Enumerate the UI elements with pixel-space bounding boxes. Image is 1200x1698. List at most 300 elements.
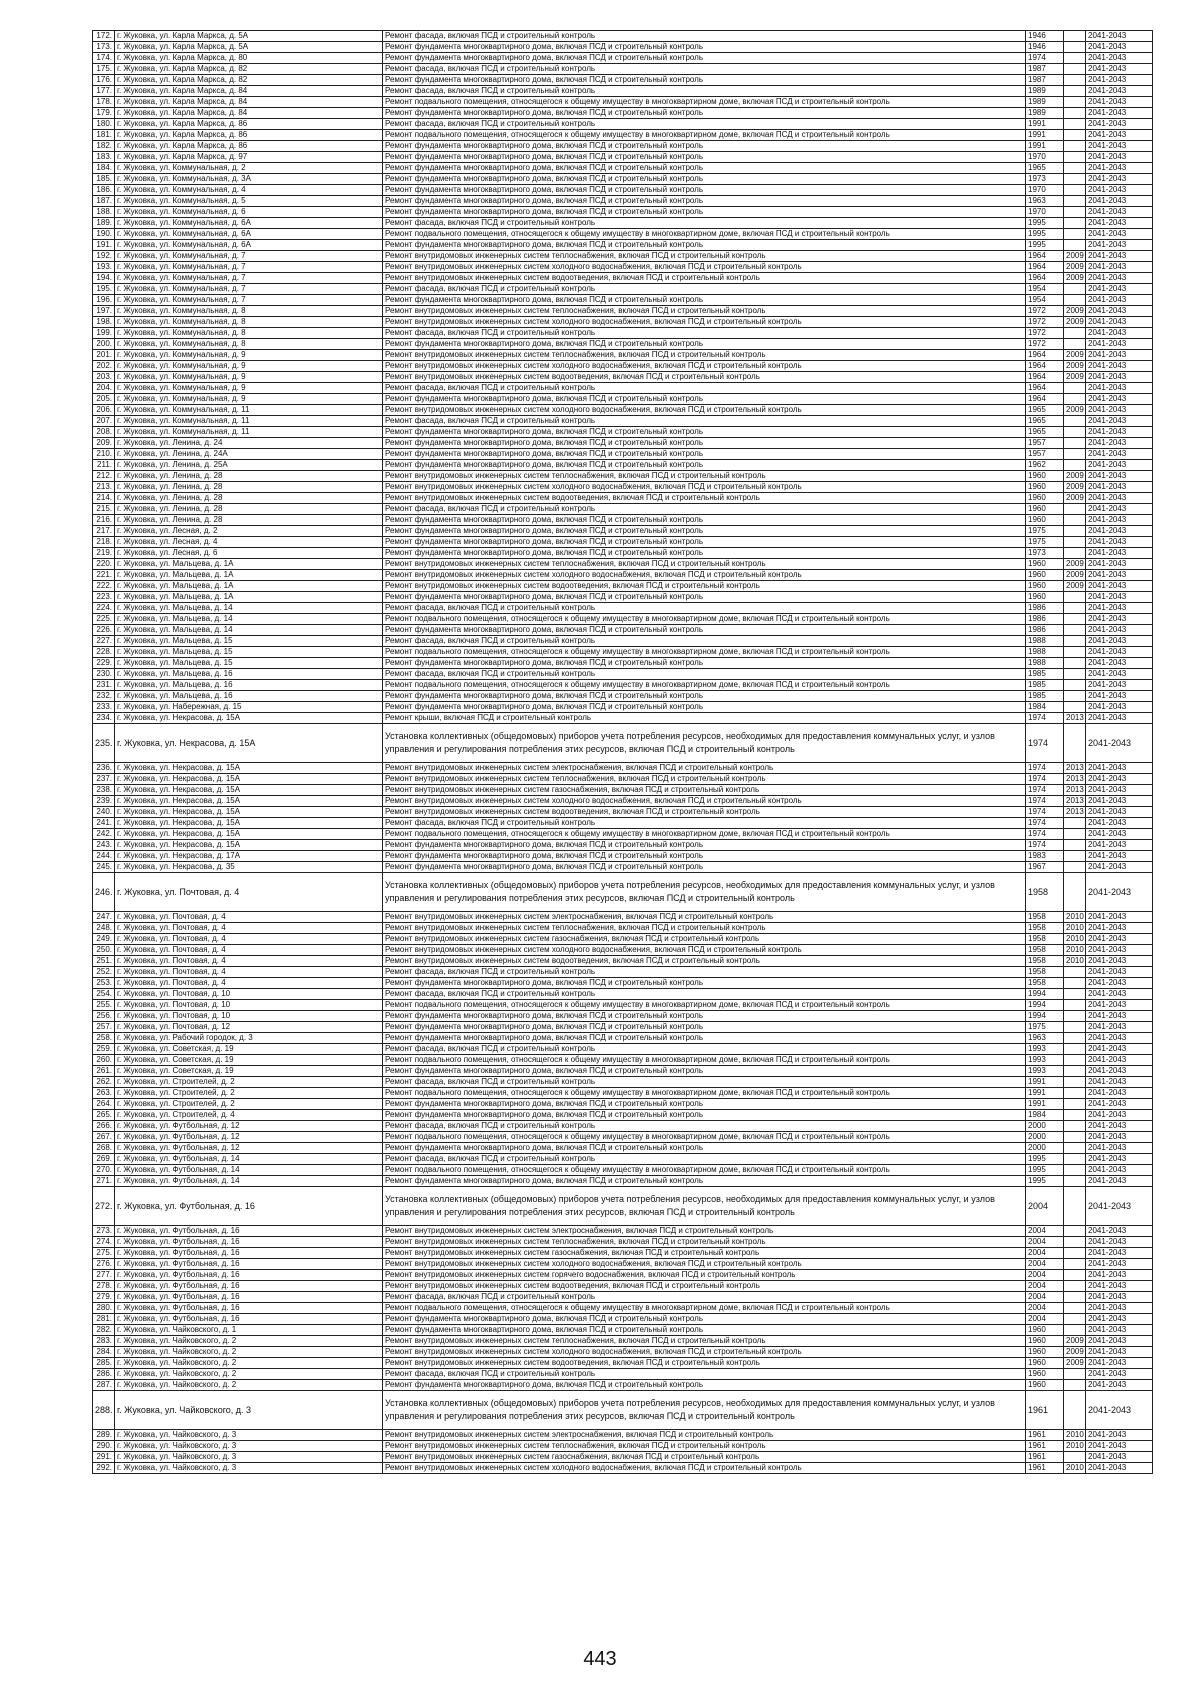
address-cell: г. Жуковка, ул. Мальцева, д. 16 bbox=[115, 680, 383, 691]
row-number: 234. bbox=[93, 713, 115, 724]
planned-period-cell: 2041-2043 bbox=[1086, 934, 1153, 945]
work-type-cell: Ремонт подвального помещения, относящегося к общему имуществу в многоквартирном доме, включая ПСД и строительный контроль bbox=[383, 829, 1026, 840]
address-cell: г. Жуковка, ул. Коммунальная, д. 7 bbox=[115, 251, 383, 262]
work-type-cell: Ремонт фасада, включая ПСД и строительный контроль bbox=[383, 1077, 1026, 1088]
row-number: 266. bbox=[93, 1121, 115, 1132]
planned-period-cell: 2041-2043 bbox=[1086, 829, 1153, 840]
address-cell: г. Жуковка, ул. Чайковского, д. 2 bbox=[115, 1347, 383, 1358]
last-repair-year-cell: 2013 bbox=[1064, 785, 1086, 796]
row-number: 239. bbox=[93, 796, 115, 807]
address-cell: г. Жуковка, ул. Рабочий городок, д. 3 bbox=[115, 1033, 383, 1044]
planned-period-cell: 2041-2043 bbox=[1086, 945, 1153, 956]
table-row bbox=[93, 989, 1153, 1000]
table-row bbox=[93, 339, 1153, 350]
work-type-cell: Ремонт фундамента многоквартирного дома, включая ПСД и строительный контроль bbox=[383, 1380, 1026, 1391]
address-cell: г. Жуковка, ул. Чайковского, д. 3 bbox=[115, 1463, 383, 1474]
work-type-cell: Ремонт фасада, включая ПСД и строительный контроль bbox=[383, 603, 1026, 614]
row-number: 271. bbox=[93, 1176, 115, 1187]
row-number: 219. bbox=[93, 548, 115, 559]
last-repair-year-cell bbox=[1064, 295, 1086, 306]
work-type-cell: Ремонт внутридомовых инженерных систем газоснабжения, включая ПСД и строительный контроль bbox=[383, 934, 1026, 945]
table-row bbox=[93, 273, 1153, 284]
work-type-cell: Ремонт фундамента многоквартирного дома, включая ПСД и строительный контроль bbox=[383, 1110, 1026, 1121]
last-repair-year-cell bbox=[1064, 64, 1086, 75]
work-type-cell: Ремонт фундамента многоквартирного дома, включая ПСД и строительный контроль bbox=[383, 108, 1026, 119]
last-repair-year-cell bbox=[1064, 1132, 1086, 1143]
address-cell: г. Жуковка, ул. Ленина, д. 28 bbox=[115, 504, 383, 515]
last-repair-year-cell: 2009 bbox=[1064, 493, 1086, 504]
planned-period-cell: 2041-2043 bbox=[1086, 1347, 1153, 1358]
planned-period-cell: 2041-2043 bbox=[1086, 702, 1153, 713]
build-year-cell: 1961 bbox=[1026, 1452, 1064, 1463]
build-year-cell: 1985 bbox=[1026, 669, 1064, 680]
build-year-cell: 1972 bbox=[1026, 317, 1064, 328]
work-type-cell: Ремонт подвального помещения, относящегося к общему имуществу в многоквартирном доме, включая ПСД и строительный контроль bbox=[383, 1055, 1026, 1066]
planned-period-cell: 2041-2043 bbox=[1086, 680, 1153, 691]
last-repair-year-cell bbox=[1064, 1165, 1086, 1176]
build-year-cell: 1972 bbox=[1026, 306, 1064, 317]
build-year-cell: 1995 bbox=[1026, 240, 1064, 251]
address-cell: г. Жуковка, ул. Коммунальная, д. 8 bbox=[115, 306, 383, 317]
address-cell: г. Жуковка, ул. Строителей, д. 2 bbox=[115, 1088, 383, 1099]
last-repair-year-cell bbox=[1064, 460, 1086, 471]
address-cell: г. Жуковка, ул. Ленина, д. 25А bbox=[115, 460, 383, 471]
address-cell: г. Жуковка, ул. Почтовая, д. 4 bbox=[115, 956, 383, 967]
build-year-cell: 1958 bbox=[1026, 945, 1064, 956]
table-row bbox=[93, 42, 1153, 53]
planned-period-cell: 2041-2043 bbox=[1086, 86, 1153, 97]
build-year-cell: 1964 bbox=[1026, 273, 1064, 284]
build-year-cell: 1991 bbox=[1026, 1088, 1064, 1099]
row-number: 180. bbox=[93, 119, 115, 130]
build-year-cell: 2000 bbox=[1026, 1132, 1064, 1143]
planned-period-cell: 2041-2043 bbox=[1086, 460, 1153, 471]
last-repair-year-cell bbox=[1064, 1110, 1086, 1121]
planned-period-cell: 2041-2043 bbox=[1086, 350, 1153, 361]
address-cell: г. Жуковка, ул. Коммунальная, д. 7 bbox=[115, 273, 383, 284]
last-repair-year-cell: 2013 bbox=[1064, 713, 1086, 724]
table-row bbox=[93, 251, 1153, 262]
planned-period-cell: 2041-2043 bbox=[1086, 273, 1153, 284]
table-row bbox=[93, 1000, 1153, 1011]
row-number: 252. bbox=[93, 967, 115, 978]
planned-period-cell: 2041-2043 bbox=[1086, 97, 1153, 108]
table-row bbox=[93, 1011, 1153, 1022]
address-cell: г. Жуковка, ул. Коммунальная, д. 4 bbox=[115, 185, 383, 196]
table-row bbox=[93, 1463, 1153, 1474]
planned-period-cell: 2041-2043 bbox=[1086, 1259, 1153, 1270]
last-repair-year-cell bbox=[1064, 240, 1086, 251]
planned-period-cell: 2041-2043 bbox=[1086, 873, 1153, 912]
build-year-cell: 1995 bbox=[1026, 1165, 1064, 1176]
planned-period-cell: 2041-2043 bbox=[1086, 394, 1153, 405]
planned-period-cell: 2041-2043 bbox=[1086, 1226, 1153, 1237]
work-type-cell: Ремонт фасада, включая ПСД и строительный контроль bbox=[383, 31, 1026, 42]
address-cell: г. Жуковка, ул. Коммунальная, д. 9 bbox=[115, 350, 383, 361]
build-year-cell: 1958 bbox=[1026, 956, 1064, 967]
build-year-cell: 1995 bbox=[1026, 229, 1064, 240]
row-number: 214. bbox=[93, 493, 115, 504]
row-number: 289. bbox=[93, 1430, 115, 1441]
work-type-cell: Ремонт крыши, включая ПСД и строительный контроль bbox=[383, 713, 1026, 724]
work-type-cell: Ремонт внутридомовых инженерных систем теплоснабжения, включая ПСД и строительный контроль bbox=[383, 1336, 1026, 1347]
table-row bbox=[93, 1336, 1153, 1347]
row-number: 199. bbox=[93, 328, 115, 339]
last-repair-year-cell: 2009 bbox=[1064, 471, 1086, 482]
work-type-cell: Ремонт фундамента многоквартирного дома, включая ПСД и строительный контроль bbox=[383, 339, 1026, 350]
planned-period-cell: 2041-2043 bbox=[1086, 625, 1153, 636]
row-number: 237. bbox=[93, 774, 115, 785]
address-cell: г. Жуковка, ул. Футбольная, д. 16 bbox=[115, 1314, 383, 1325]
address-cell: г. Жуковка, ул. Карла Маркса, д. 84 bbox=[115, 97, 383, 108]
table-row bbox=[93, 31, 1153, 42]
table-row bbox=[93, 1187, 1153, 1226]
address-cell: г. Жуковка, ул. Чайковского, д. 3 bbox=[115, 1441, 383, 1452]
last-repair-year-cell bbox=[1064, 978, 1086, 989]
table-row bbox=[93, 196, 1153, 207]
row-number: 242. bbox=[93, 829, 115, 840]
build-year-cell: 2004 bbox=[1026, 1292, 1064, 1303]
build-year-cell: 1995 bbox=[1026, 1176, 1064, 1187]
planned-period-cell: 2041-2043 bbox=[1086, 1044, 1153, 1055]
row-number: 249. bbox=[93, 934, 115, 945]
address-cell: г. Жуковка, ул. Лесная, д. 4 bbox=[115, 537, 383, 548]
last-repair-year-cell: 2009 bbox=[1064, 251, 1086, 262]
table-row bbox=[93, 295, 1153, 306]
last-repair-year-cell: 2010 bbox=[1064, 1430, 1086, 1441]
table-row bbox=[93, 1248, 1153, 1259]
row-number: 196. bbox=[93, 295, 115, 306]
last-repair-year-cell bbox=[1064, 636, 1086, 647]
work-type-cell: Ремонт подвального помещения, относящегося к общему имуществу в многоквартирном доме, включая ПСД и строительный контроль bbox=[383, 680, 1026, 691]
row-number: 274. bbox=[93, 1237, 115, 1248]
planned-period-cell: 2041-2043 bbox=[1086, 471, 1153, 482]
build-year-cell: 1993 bbox=[1026, 1055, 1064, 1066]
work-type-cell: Ремонт внутридомовых инженерных систем водоотведения, включая ПСД и строительный контроль bbox=[383, 1358, 1026, 1369]
last-repair-year-cell bbox=[1064, 526, 1086, 537]
planned-period-cell: 2041-2043 bbox=[1086, 174, 1153, 185]
table-row bbox=[93, 1369, 1153, 1380]
planned-period-cell: 2041-2043 bbox=[1086, 405, 1153, 416]
address-cell: г. Жуковка, ул. Коммунальная, д. 11 bbox=[115, 405, 383, 416]
work-type-cell: Ремонт внутридомовых инженерных систем водоотведения, включая ПСД и строительный контроль bbox=[383, 807, 1026, 818]
row-number: 245. bbox=[93, 862, 115, 873]
table-row bbox=[93, 1380, 1153, 1391]
work-type-cell: Ремонт фасада, включая ПСД и строительный контроль bbox=[383, 1369, 1026, 1380]
table-row bbox=[93, 818, 1153, 829]
row-number: 265. bbox=[93, 1110, 115, 1121]
build-year-cell: 2004 bbox=[1026, 1187, 1064, 1226]
address-cell: г. Жуковка, ул. Карла Маркса, д. 97 bbox=[115, 152, 383, 163]
table-row bbox=[93, 416, 1153, 427]
row-number: 264. bbox=[93, 1099, 115, 1110]
table-row bbox=[93, 97, 1153, 108]
row-number: 197. bbox=[93, 306, 115, 317]
planned-period-cell: 2041-2043 bbox=[1086, 262, 1153, 273]
work-type-cell: Ремонт подвального помещения, относящегося к общему имуществу в многоквартирном доме, включая ПСД и строительный контроль bbox=[383, 1132, 1026, 1143]
planned-period-cell: 2041-2043 bbox=[1086, 862, 1153, 873]
build-year-cell: 1958 bbox=[1026, 978, 1064, 989]
row-number: 269. bbox=[93, 1154, 115, 1165]
table-row bbox=[93, 218, 1153, 229]
planned-period-cell: 2041-2043 bbox=[1086, 1452, 1153, 1463]
last-repair-year-cell bbox=[1064, 1237, 1086, 1248]
build-year-cell: 1964 bbox=[1026, 383, 1064, 394]
build-year-cell: 1960 bbox=[1026, 559, 1064, 570]
planned-period-cell: 2041-2043 bbox=[1086, 912, 1153, 923]
last-repair-year-cell bbox=[1064, 196, 1086, 207]
planned-period-cell: 2041-2043 bbox=[1086, 185, 1153, 196]
address-cell: г. Жуковка, ул. Почтовая, д. 10 bbox=[115, 989, 383, 1000]
build-year-cell: 1965 bbox=[1026, 405, 1064, 416]
last-repair-year-cell bbox=[1064, 603, 1086, 614]
page-number: 443 bbox=[583, 1648, 617, 1670]
address-cell: г. Жуковка, ул. Набережная, д. 15 bbox=[115, 702, 383, 713]
table-row bbox=[93, 482, 1153, 493]
address-cell: г. Жуковка, ул. Ленина, д. 28 bbox=[115, 493, 383, 504]
address-cell: г. Жуковка, ул. Строителей, д. 4 bbox=[115, 1110, 383, 1121]
table-row bbox=[93, 923, 1153, 934]
row-number: 228. bbox=[93, 647, 115, 658]
work-type-cell: Ремонт фасада, включая ПСД и строительный контроль bbox=[383, 328, 1026, 339]
work-type-cell: Ремонт внутридомовых инженерных систем водоотведения, включая ПСД и строительный контроль bbox=[383, 493, 1026, 504]
work-type-cell: Ремонт внутридомовых инженерных систем холодного водоснабжения, включая ПСД и строительный контроль bbox=[383, 482, 1026, 493]
row-number: 235. bbox=[93, 724, 115, 763]
planned-period-cell: 2041-2043 bbox=[1086, 1066, 1153, 1077]
row-number: 192. bbox=[93, 251, 115, 262]
planned-period-cell: 2041-2043 bbox=[1086, 251, 1153, 262]
last-repair-year-cell bbox=[1064, 53, 1086, 64]
row-number: 246. bbox=[93, 873, 115, 912]
address-cell: г. Жуковка, ул. Некрасова, д. 35 bbox=[115, 862, 383, 873]
planned-period-cell: 2041-2043 bbox=[1086, 295, 1153, 306]
build-year-cell: 1960 bbox=[1026, 1380, 1064, 1391]
work-type-cell: Ремонт фасада, включая ПСД и строительный контроль bbox=[383, 86, 1026, 97]
address-cell: г. Жуковка, ул. Почтовая, д. 10 bbox=[115, 1011, 383, 1022]
table-row bbox=[93, 1325, 1153, 1336]
address-cell: г. Жуковка, ул. Карла Маркса, д. 84 bbox=[115, 108, 383, 119]
row-number: 286. bbox=[93, 1369, 115, 1380]
last-repair-year-cell: 2013 bbox=[1064, 807, 1086, 818]
table-row bbox=[93, 570, 1153, 581]
last-repair-year-cell: 2009 bbox=[1064, 372, 1086, 383]
address-cell: г. Жуковка, ул. Советская, д. 19 bbox=[115, 1055, 383, 1066]
work-type-cell: Ремонт внутридомовых инженерных систем холодного водоснабжения, включая ПСД и строительный контроль bbox=[383, 1259, 1026, 1270]
build-year-cell: 1960 bbox=[1026, 592, 1064, 603]
work-type-cell: Ремонт фундамента многоквартирного дома, включая ПСД и строительный контроль bbox=[383, 537, 1026, 548]
work-type-cell: Ремонт фасада, включая ПСД и строительный контроль bbox=[383, 1044, 1026, 1055]
row-number: 279. bbox=[93, 1292, 115, 1303]
row-number: 244. bbox=[93, 851, 115, 862]
last-repair-year-cell bbox=[1064, 449, 1086, 460]
last-repair-year-cell bbox=[1064, 339, 1086, 350]
planned-period-cell: 2041-2043 bbox=[1086, 614, 1153, 625]
planned-period-cell: 2041-2043 bbox=[1086, 603, 1153, 614]
table-row bbox=[93, 1099, 1153, 1110]
row-number: 220. bbox=[93, 559, 115, 570]
table-row bbox=[93, 1088, 1153, 1099]
work-type-cell: Ремонт фундамента многоквартирного дома, включая ПСД и строительный контроль bbox=[383, 625, 1026, 636]
planned-period-cell: 2041-2043 bbox=[1086, 1132, 1153, 1143]
planned-period-cell: 2041-2043 bbox=[1086, 328, 1153, 339]
address-cell: г. Жуковка, ул. Некрасова, д. 15А bbox=[115, 829, 383, 840]
last-repair-year-cell bbox=[1064, 1088, 1086, 1099]
planned-period-cell: 2041-2043 bbox=[1086, 1187, 1153, 1226]
table-row bbox=[93, 1110, 1153, 1121]
work-type-cell: Ремонт фундамента многоквартирного дома, включая ПСД и строительный контроль bbox=[383, 978, 1026, 989]
row-number: 211. bbox=[93, 460, 115, 471]
build-year-cell: 1960 bbox=[1026, 1347, 1064, 1358]
address-cell: г. Жуковка, ул. Некрасова, д. 15А bbox=[115, 818, 383, 829]
build-year-cell: 1995 bbox=[1026, 1154, 1064, 1165]
row-number: 276. bbox=[93, 1259, 115, 1270]
row-number: 177. bbox=[93, 86, 115, 97]
address-cell: г. Жуковка, ул. Ленина, д. 24А bbox=[115, 449, 383, 460]
build-year-cell: 1961 bbox=[1026, 1463, 1064, 1474]
planned-period-cell: 2041-2043 bbox=[1086, 713, 1153, 724]
work-type-cell: Ремонт фасада, включая ПСД и строительный контроль bbox=[383, 636, 1026, 647]
work-type-cell: Ремонт фундамента многоквартирного дома, включая ПСД и строительный контроль bbox=[383, 1314, 1026, 1325]
planned-period-cell: 2041-2043 bbox=[1086, 724, 1153, 763]
last-repair-year-cell bbox=[1064, 702, 1086, 713]
row-number: 210. bbox=[93, 449, 115, 460]
last-repair-year-cell bbox=[1064, 1380, 1086, 1391]
row-number: 208. bbox=[93, 427, 115, 438]
build-year-cell: 1965 bbox=[1026, 427, 1064, 438]
planned-period-cell: 2041-2043 bbox=[1086, 141, 1153, 152]
last-repair-year-cell bbox=[1064, 416, 1086, 427]
table-row bbox=[93, 504, 1153, 515]
planned-period-cell: 2041-2043 bbox=[1086, 1143, 1153, 1154]
row-number: 251. bbox=[93, 956, 115, 967]
work-type-cell: Ремонт внутридомовых инженерных систем холодного водоснабжения, включая ПСД и строительный контроль bbox=[383, 1347, 1026, 1358]
work-type-cell: Ремонт внутридомовых инженерных систем теплоснабжения, включая ПСД и строительный контроль bbox=[383, 774, 1026, 785]
address-cell: г. Жуковка, ул. Футбольная, д. 14 bbox=[115, 1154, 383, 1165]
planned-period-cell: 2041-2043 bbox=[1086, 163, 1153, 174]
planned-period-cell: 2041-2043 bbox=[1086, 427, 1153, 438]
build-year-cell: 1963 bbox=[1026, 196, 1064, 207]
address-cell: г. Жуковка, ул. Футбольная, д. 16 bbox=[115, 1303, 383, 1314]
row-number: 209. bbox=[93, 438, 115, 449]
work-type-cell: Ремонт фундамента многоквартирного дома, включая ПСД и строительный контроль bbox=[383, 691, 1026, 702]
work-type-cell: Ремонт внутридомовых инженерных систем водоотведения, включая ПСД и строительный контроль bbox=[383, 372, 1026, 383]
address-cell: г. Жуковка, ул. Чайковского, д. 2 bbox=[115, 1358, 383, 1369]
planned-period-cell: 2041-2043 bbox=[1086, 1237, 1153, 1248]
work-type-cell: Ремонт внутридомовых инженерных систем электроснабжения, включая ПСД и строительный контроль bbox=[383, 1226, 1026, 1237]
last-repair-year-cell: 2009 bbox=[1064, 1358, 1086, 1369]
address-cell: г. Жуковка, ул. Советская, д. 19 bbox=[115, 1066, 383, 1077]
work-type-cell: Ремонт фундамента многоквартирного дома, включая ПСД и строительный контроль bbox=[383, 438, 1026, 449]
table-row bbox=[93, 625, 1153, 636]
build-year-cell: 1960 bbox=[1026, 482, 1064, 493]
build-year-cell: 2004 bbox=[1026, 1303, 1064, 1314]
table-row bbox=[93, 152, 1153, 163]
table-row bbox=[93, 967, 1153, 978]
planned-period-cell: 2041-2043 bbox=[1086, 1380, 1153, 1391]
row-number: 253. bbox=[93, 978, 115, 989]
row-number: 207. bbox=[93, 416, 115, 427]
build-year-cell: 1960 bbox=[1026, 504, 1064, 515]
build-year-cell: 1958 bbox=[1026, 873, 1064, 912]
table-row bbox=[93, 1226, 1153, 1237]
table-row bbox=[93, 1292, 1153, 1303]
last-repair-year-cell bbox=[1064, 614, 1086, 625]
table-row bbox=[93, 851, 1153, 862]
build-year-cell: 1975 bbox=[1026, 537, 1064, 548]
address-cell: г. Жуковка, ул. Мальцева, д. 1А bbox=[115, 559, 383, 570]
table-row bbox=[93, 1314, 1153, 1325]
last-repair-year-cell bbox=[1064, 1248, 1086, 1259]
table-row bbox=[93, 405, 1153, 416]
address-cell: г. Жуковка, ул. Футбольная, д. 16 bbox=[115, 1281, 383, 1292]
table-row bbox=[93, 1143, 1153, 1154]
build-year-cell: 1962 bbox=[1026, 460, 1064, 471]
last-repair-year-cell bbox=[1064, 967, 1086, 978]
build-year-cell: 1960 bbox=[1026, 570, 1064, 581]
address-cell: г. Жуковка, ул. Коммунальная, д. 9 bbox=[115, 394, 383, 405]
planned-period-cell: 2041-2043 bbox=[1086, 240, 1153, 251]
work-type-cell: Ремонт фундамента многоквартирного дома, включая ПСД и строительный контроль bbox=[383, 840, 1026, 851]
last-repair-year-cell bbox=[1064, 1033, 1086, 1044]
work-type-cell: Ремонт фундамента многоквартирного дома, включая ПСД и строительный контроль bbox=[383, 851, 1026, 862]
build-year-cell: 1991 bbox=[1026, 119, 1064, 130]
build-year-cell: 1961 bbox=[1026, 1441, 1064, 1452]
build-year-cell: 1972 bbox=[1026, 328, 1064, 339]
last-repair-year-cell bbox=[1064, 1154, 1086, 1165]
planned-period-cell: 2041-2043 bbox=[1086, 339, 1153, 350]
table-row bbox=[93, 1452, 1153, 1463]
row-number: 231. bbox=[93, 680, 115, 691]
build-year-cell: 1975 bbox=[1026, 526, 1064, 537]
address-cell: г. Жуковка, ул. Некрасова, д. 17А bbox=[115, 851, 383, 862]
work-type-cell: Ремонт фасада, включая ПСД и строительный контроль bbox=[383, 218, 1026, 229]
work-type-cell: Ремонт фундамента многоквартирного дома, включая ПСД и строительный контроль bbox=[383, 658, 1026, 669]
build-year-cell: 1988 bbox=[1026, 658, 1064, 669]
build-year-cell: 1985 bbox=[1026, 680, 1064, 691]
row-number: 273. bbox=[93, 1226, 115, 1237]
address-cell: г. Жуковка, ул. Некрасова, д. 15А bbox=[115, 713, 383, 724]
table-row bbox=[93, 64, 1153, 75]
table-row bbox=[93, 526, 1153, 537]
table-row bbox=[93, 229, 1153, 240]
table-row bbox=[93, 471, 1153, 482]
row-number: 223. bbox=[93, 592, 115, 603]
work-type-cell: Ремонт фундамента многоквартирного дома, включая ПСД и строительный контроль bbox=[383, 185, 1026, 196]
work-type-cell: Ремонт фасада, включая ПСД и строительный контроль bbox=[383, 119, 1026, 130]
last-repair-year-cell bbox=[1064, 1176, 1086, 1187]
address-cell: г. Жуковка, ул. Коммунальная, д. 7 bbox=[115, 295, 383, 306]
row-number: 216. bbox=[93, 515, 115, 526]
address-cell: г. Жуковка, ул. Чайковского, д. 2 bbox=[115, 1380, 383, 1391]
planned-period-cell: 2041-2043 bbox=[1086, 967, 1153, 978]
work-type-cell: Ремонт внутридомовых инженерных систем холодного водоснабжения, включая ПСД и строительный контроль bbox=[383, 262, 1026, 273]
row-number: 260. bbox=[93, 1055, 115, 1066]
planned-period-cell: 2041-2043 bbox=[1086, 108, 1153, 119]
table-row bbox=[93, 515, 1153, 526]
last-repair-year-cell bbox=[1064, 818, 1086, 829]
last-repair-year-cell bbox=[1064, 1226, 1086, 1237]
address-cell: г. Жуковка, ул. Карла Маркса, д. 82 bbox=[115, 64, 383, 75]
last-repair-year-cell: 2010 bbox=[1064, 1441, 1086, 1452]
table-row bbox=[93, 1391, 1153, 1430]
planned-period-cell: 2041-2043 bbox=[1086, 785, 1153, 796]
planned-period-cell: 2041-2043 bbox=[1086, 796, 1153, 807]
address-cell: г. Жуковка, ул. Ленина, д. 28 bbox=[115, 471, 383, 482]
planned-period-cell: 2041-2043 bbox=[1086, 229, 1153, 240]
last-repair-year-cell bbox=[1064, 1077, 1086, 1088]
table-row bbox=[93, 829, 1153, 840]
last-repair-year-cell bbox=[1064, 625, 1086, 636]
